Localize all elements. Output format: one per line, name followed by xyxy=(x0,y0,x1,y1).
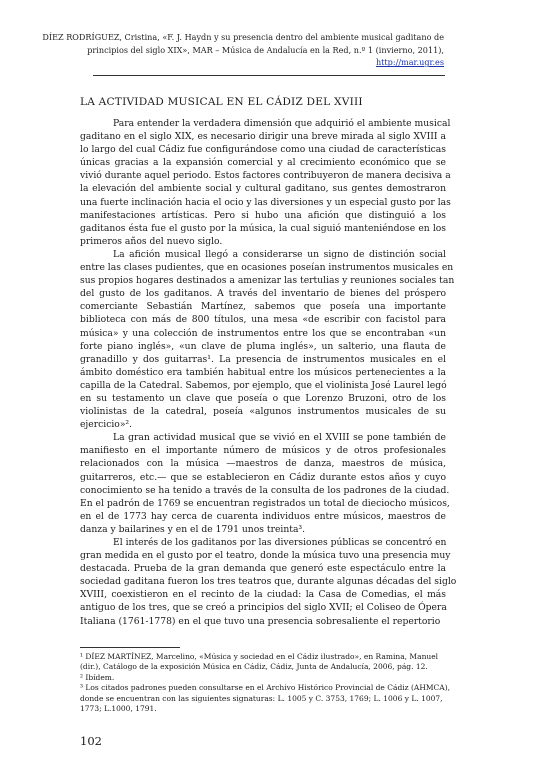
paragraph-line: El interés de los gaditanos por las diversiones públicas se concentró en xyxy=(113,537,447,548)
paragraph-line: guitarreros, etc.— que se establecieron en Cádiz durante estos años y cuyo xyxy=(80,471,446,483)
header-url-link[interactable]: http://mar.ugr.es xyxy=(375,57,444,68)
paragraph-line: únicas gracias a la expansión comercial y al crecimiento económico que se xyxy=(80,157,446,169)
paragraph-line: vivió durante aquel periodo. Estos factores contribuyeron de manera decisiva a xyxy=(80,170,451,182)
header-divider xyxy=(93,75,445,76)
paragraph-line: del gusto de los gaditanos. A través del inventario de bienes del próspero xyxy=(80,288,446,300)
paragraph-line: sociedad gaditana fueron los tres teatros que, durante algunas décadas del siglo xyxy=(80,576,457,588)
footnotes xyxy=(80,652,451,714)
paragraph-line: ejercicio»². xyxy=(80,419,133,431)
paragraph-line: XVIII, coexistieron en el recinto de la ciudad: la Casa de Comedias, el más xyxy=(80,589,446,601)
page-number: 102 xyxy=(80,734,102,748)
paragraph-line: Para entender la verdadera dimensión que adquirió el ambiente musical xyxy=(113,118,451,129)
paragraph-line: violinistas de la catedral, poseía «algunos instrumentos musicales de su xyxy=(80,406,446,418)
paragraph-line: entre las clases pudientes, que en ocasiones poseían instrumentos musicales en xyxy=(80,262,454,274)
body-paragraph xyxy=(80,248,455,431)
paragraph-line: En el padrón de 1769 se encuentran registrados un total de dieciocho músicos, xyxy=(80,497,450,509)
paragraph-line: ámbito doméstico era también habitual entre los músicos pertenecientes a la xyxy=(80,366,446,378)
paragraph-line: en su testamento un clave que poseía o que Lorenzo Bruzoni, otro de los xyxy=(80,392,446,404)
footnote-divider xyxy=(80,647,180,648)
footnote-line: (dir.), Catálogo de la exposición Música en Cádiz, Cádiz, Junta de Andalucía, 2006, pág. 12. xyxy=(80,662,428,672)
paragraph-line: biblioteca con más de 800 títulos, una mesa «de escribir con facistol para xyxy=(80,314,446,326)
section-title: LA ACTIVIDAD MUSICAL EN EL CÁDIZ DEL XVIII xyxy=(80,96,363,108)
paragraph-line: antiguo de los tres, que se creó a principios del siglo XVII; el Coliseo de Ópera xyxy=(80,602,447,614)
footnote-line: donde se encuentran con las siguientes signaturas: L. 1005 y C. 3753, 1769; L. 1006 y L. 1007, xyxy=(80,693,443,703)
footnote xyxy=(80,652,446,673)
paragraph-line: manifestaciones artísticas. Pero si hubo una afición que distinguió a los xyxy=(80,209,446,221)
paragraph-line: una fuerte inclinación hacia el ocio y las diversiones y un especial gusto por las xyxy=(80,196,451,208)
paragraph-line: conocimiento se ha tenido a través de la consulta de los padrones de la ciudad. xyxy=(80,484,450,496)
body-text xyxy=(80,117,457,628)
paragraph-line: gaditano en el siglo XIX, es necesario dirigir una breve mirada al siglo XVIII a xyxy=(80,131,446,143)
footnote-line: ² Ibídem. xyxy=(80,672,115,682)
footnote-line: 1773; L.1000, 1791. xyxy=(80,704,157,714)
paragraph-line: sus propios hogares destinados a amenizar las tertulias y reuniones sociales tan xyxy=(80,275,455,287)
paragraph-line: primeros años del nuevo siglo. xyxy=(80,235,223,247)
running-header xyxy=(14,31,444,69)
body-paragraph xyxy=(80,536,457,628)
footnote-line: ¹ DÍEZ MARTÍNEZ, Marcelino, «Música y sociedad en el Cádiz ilustrado», en Ramina, Manuel xyxy=(80,652,439,661)
footnote-line: ³ Los citados padrones pueden consultarse en el Archivo Histórico Provincial de Cádiz (AHMCA), xyxy=(80,683,451,693)
header-citation-line-1: DÍEZ RODRÍGUEZ, Cristina, «F. J. Haydn y su presencia dentro del ambiente musical gaditano de xyxy=(42,32,444,42)
paragraph-line: Italiana (1761-1778) en el que tuvo una presencia sobresaliente el repertorio xyxy=(80,615,441,627)
paragraph-line: gran medida en el gusto por el teatro, donde la música tuvo una presencia muy xyxy=(80,550,451,562)
header-citation-line-2: principios del siglo XIX», MAR – Música de Andalucía en la Red, n.º 1 (invierno, 2011), xyxy=(87,44,444,55)
paragraph-line: comerciante Sebastián Martínez, sabemos que poseía una importante xyxy=(80,301,446,313)
paragraph-line: destacada. Prueba de la gran demanda que generó este espectáculo entre la xyxy=(80,563,446,575)
paragraph-line: música» y una colección de instrumentos entre los que se encontraban «un xyxy=(80,327,446,339)
paragraph-line: lo largo del cual Cádiz fue configurándose como una ciudad de características xyxy=(80,144,446,156)
body-paragraph xyxy=(80,117,451,248)
body-paragraph xyxy=(80,431,450,536)
paragraph-line: relacionados con la música —maestros de danza, maestros de música, xyxy=(80,458,446,470)
paragraph-line: manifiesto en el importante número de músicos y de otros profesionales xyxy=(80,445,446,457)
paragraph-line: danza y bailarines y en el de 1791 unos treinta³. xyxy=(80,523,306,535)
footnote xyxy=(80,673,446,683)
footnote xyxy=(80,683,451,714)
paragraph-line: capilla de la Catedral. Sabemos, por ejemplo, que el violinista José Laurel legó xyxy=(80,379,447,391)
paragraph-line: la elevación del ambiente social y cultural gaditano, sus gentes demostraron xyxy=(80,183,446,195)
paragraph-line: La afición musical llegó a considerarse un signo de distinción social xyxy=(113,248,446,260)
paragraph-line: granadillo y dos guitarras¹. La presencia de instrumentos musicales en el xyxy=(80,353,446,365)
paragraph-line: forte piano inglés», «un clave de pluma inglés», un salterio, una flauta de xyxy=(80,340,446,352)
paragraph-line: en el de 1773 hay cerca de cuarenta individuos entre músicos, maestros de xyxy=(80,510,446,522)
paragraph-line: La gran actividad musical que se vivió en el XVIII se pone también de xyxy=(113,432,446,444)
paragraph-line: gaditanos ésta fue el gusto por la música, la cual siguió manteniéndose en los xyxy=(80,222,446,234)
